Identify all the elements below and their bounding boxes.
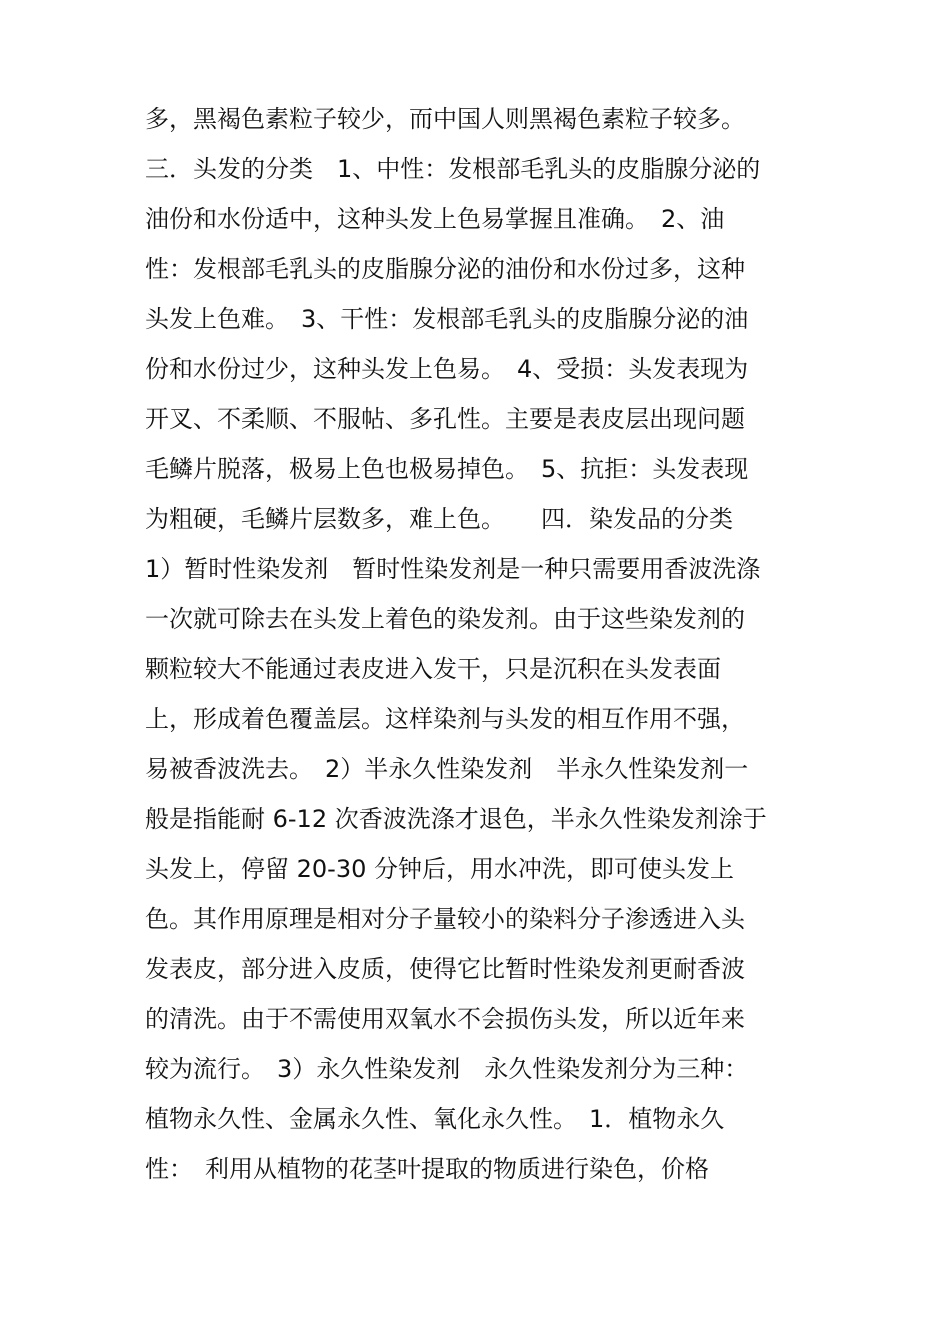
text-line: 份和水份过少，这种头发上色易。 4、受损：头发表现为: [145, 355, 749, 383]
text-line: 三．头发的分类 1、中性：发根部毛乳头的皮脂腺分泌的: [145, 155, 761, 183]
text-line: 性： 利用从植物的花茎叶提取的物质进行染色，价格: [145, 1155, 709, 1183]
text-line: 般是指能耐 6-12 次香波洗涤才退色，半永久性染发剂涂于: [145, 805, 767, 833]
text-line: 较为流行。 3）永久性染发剂 永久性染发剂分为三种：: [145, 1055, 749, 1083]
text-line: 色。其作用原理是相对分子量较小的染料分子渗透进入头: [145, 905, 745, 933]
text-line: 的清洗。由于不需使用双氧水不会损伤头发，所以近年来: [145, 1005, 745, 1033]
text-line: 1）暂时性染发剂 暂时性染发剂是一种只需要用香波洗涤: [145, 555, 761, 583]
text-line: 上，形成着色覆盖层。这样染剂与头发的相互作用不强，: [145, 705, 745, 733]
text-line: 颗粒较大不能通过表皮进入发干，只是沉积在头发表面: [145, 655, 721, 683]
text-line: 头发上色难。 3、干性：发根部毛乳头的皮脂腺分泌的油: [145, 305, 749, 333]
text-line: 性：发根部毛乳头的皮脂腺分泌的油份和水份过多，这种: [145, 255, 745, 283]
text-line: 油份和水份适中，这种头发上色易掌握且准确。 2、油: [145, 205, 725, 233]
text-line: 为粗硬，毛鳞片层数多，难上色。 四．染发品的分类: [145, 505, 733, 533]
text-line: 多，黑褐色素粒子较少，而中国人则黑褐色素粒子较多。: [145, 105, 745, 133]
text-line: 毛鳞片脱落，极易上色也极易掉色。 5、抗拒：头发表现: [145, 455, 749, 483]
text-line: 开叉、不柔顺、不服帖、多孔性。主要是表皮层出现问题: [145, 405, 745, 433]
text-line: 发表皮，部分进入皮质，使得它比暂时性染发剂更耐香波: [145, 955, 745, 983]
text-line: 易被香波洗去。 2）半永久性染发剂 半永久性染发剂一: [145, 755, 749, 783]
text-line: 头发上，停留 20-30 分钟后，用水冲洗，即可使头发上: [145, 855, 734, 883]
text-line: 一次就可除去在头发上着色的染发剂。由于这些染发剂的: [145, 605, 745, 633]
body-text: [145, 94, 805, 1194]
text-line: 植物永久性、金属永久性、氧化永久性。 1．植物永久: [145, 1105, 725, 1133]
